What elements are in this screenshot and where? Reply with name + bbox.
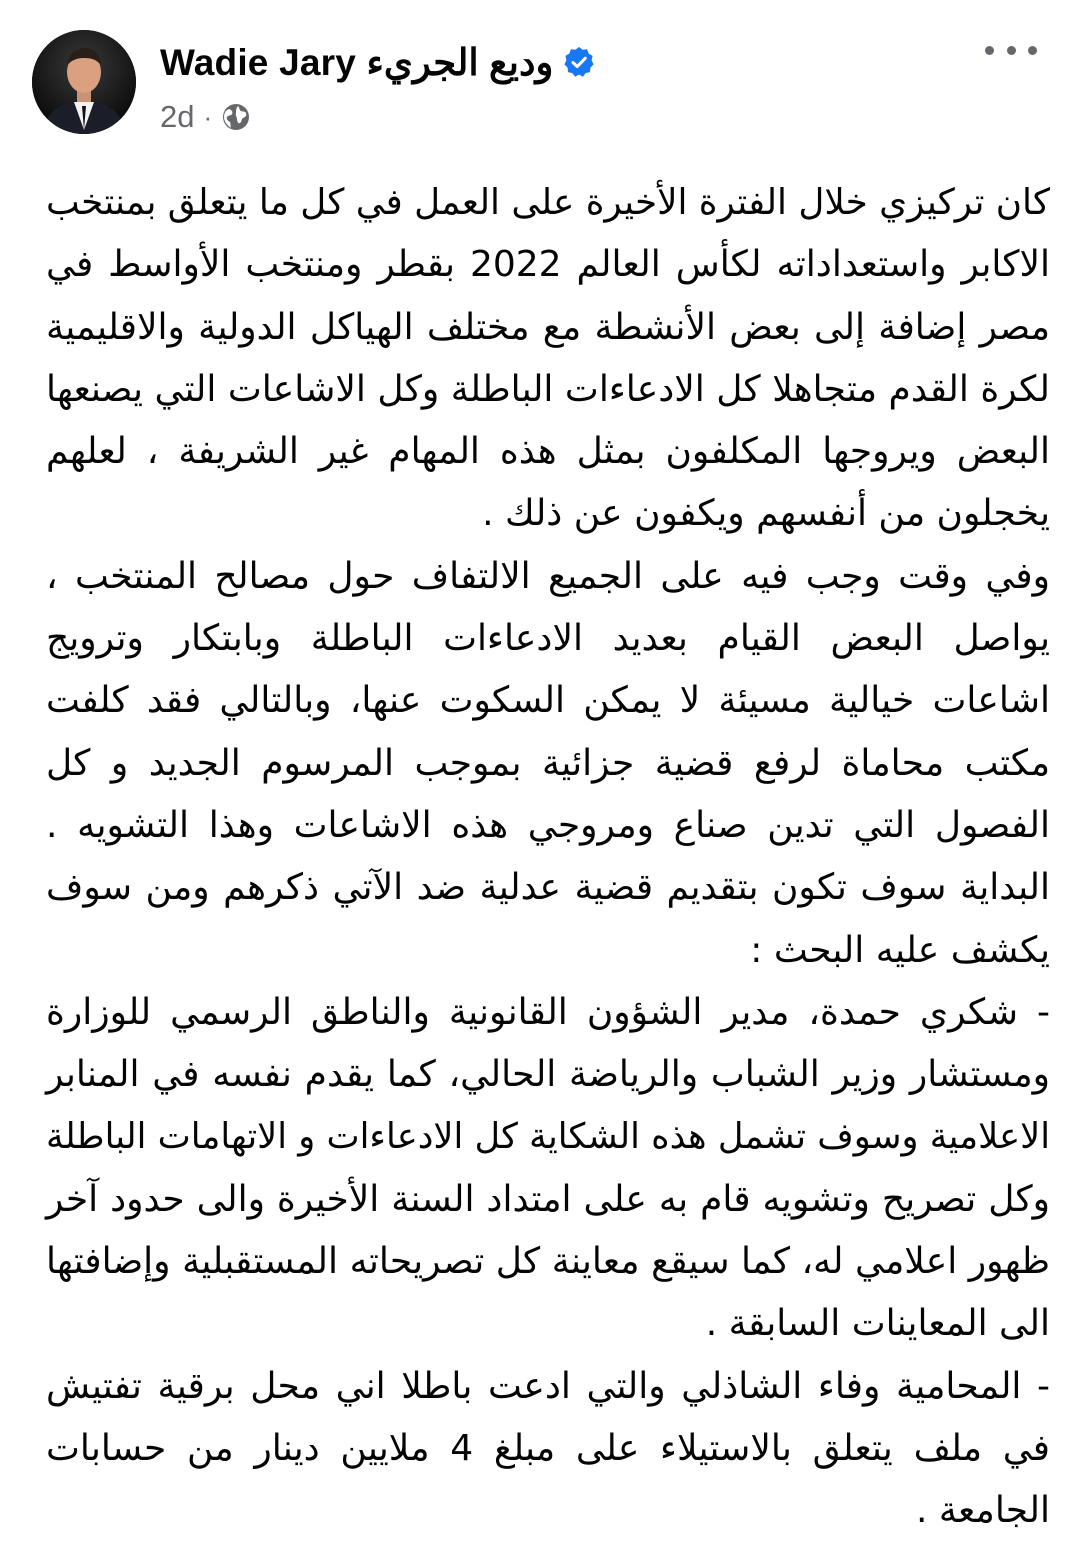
globe-icon[interactable] [221,102,251,132]
post-text-line: مكتب محاماة لرفع قضية جزائية بموجب المرسوم الجديد و كل [46,742,1050,784]
post-text-line: ومستشار وزير الشباب والرياضة الحالي، كما يقدم نفسه في المنابر [46,1054,1050,1096]
verified-badge-icon [563,46,595,78]
post-text-line: - المحامية وفاء الشاذلي والتي ادعت باطلا اني محل برقية تفتيش [46,1365,1050,1407]
more-options-button[interactable] [985,36,1037,64]
post-text-line: البعض ويروجها المكلفون بمثل هذه المهام غير الشريفة ، لعلهم [46,431,1050,473]
post-text-line: يواصل البعض القيام بعديد الادعاءات الباطلة وبابتكار وترويج [46,618,1050,660]
author-avatar[interactable] [32,30,136,134]
profile-photo-icon [32,30,136,134]
post-text-line: الى المعاينات السابقة . [705,1303,1050,1345]
post-text-line: لكرة القدم متجاهلا كل الادعاءات الباطلة وكل الاشاعات التي يصنعها [46,368,1050,410]
post-text-line: الجامعة . [915,1490,1050,1532]
author-name[interactable]: Wadie Jary وديع الجريء [160,41,554,83]
author-line [160,38,595,86]
post-text-line: في ملف يتعلق بالاستيلاء على مبلغ 4 ملايين دينار من حسابات [46,1427,1051,1469]
post-text-line: يخجلون من أنفسهم ويكفون عن ذلك . [482,493,1050,535]
post-text-line: كان تركيزي خلال الفترة الأخيرة على العمل في كل ما يتعلق بمنتخب [46,182,1050,223]
post-timestamp[interactable]: 2d [160,99,195,134]
post-text-line: الفصول التي تدين صناع ومروجي هذه الاشاعات وهذا التشويه . [46,804,1050,846]
post-text-line: البداية سوف تكون بتقديم قضية عدلية ضد الآتي ذكرهم ومن سوف [46,867,1050,909]
more-options-icon [985,46,994,55]
post-meta [160,96,251,138]
post-header [0,0,1080,150]
post-text-line: مصر إضافة إلى بعض الأنشطة مع مختلف الهياكل الدولية والاقليمية [46,306,1050,348]
post-text-line: - شكري حمدة، مدير الشؤون القانونية والناطق الرسمي للوزارة [46,991,1050,1033]
meta-separator: · [203,101,213,132]
post-text [46,172,1050,1543]
post-text-line: يكشف عليه البحث : [750,929,1050,971]
post-text-line: الاكابر واستعداداته لكأس العالم 2022 بقطر ومنتخب الأواسط في [46,244,1050,286]
post-text-line: وكل تصريح وتشويه قام به على امتداد السنة الأخيرة والى حدود آخر [46,1178,1050,1220]
post-text-line: اشاعات خيالية مسيئة لا يمكن السكوت عنها، وبالتالي فقد كلفت [46,680,1050,722]
post-text-line: وفي وقت وجب فيه على الجميع الالتفاف حول مصالح المنتخب ، [46,555,1050,597]
post-text-line: الاعلامية وسوف تشمل هذه الشكاية كل الادعاءات و الاتهامات الباطلة [46,1116,1050,1158]
post-text-line: ظهور اعلامي له، كما سيقع معاينة كل تصريحاته المستقبلية وإضافتها [46,1241,1050,1283]
